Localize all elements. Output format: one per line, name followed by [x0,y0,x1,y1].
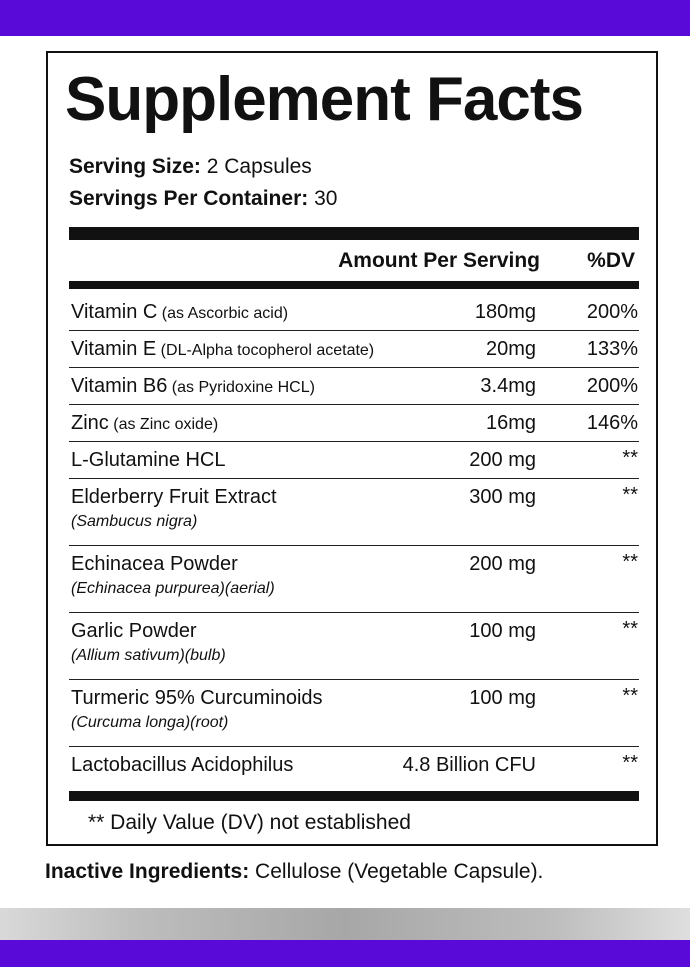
nutrient-name-text: Garlic Powder [71,620,197,642]
inactive-ingredients [45,858,543,886]
nutrient-daily-value: 200% [586,301,638,323]
row-divider [69,746,639,747]
nutrient-daily-value: 200% [586,375,638,397]
nutrient-name [71,685,323,711]
nutrient-name-text: Vitamin E [71,338,157,360]
row-divider [69,441,639,442]
row-divider [69,330,639,331]
nutrient-name-text: Elderberry Fruit Extract [71,486,277,508]
nutrient-amount: 16mg [485,412,536,434]
gray-gradient-strip [0,908,690,940]
row-divider [69,612,639,613]
nutrient-daily-value: ** [622,685,638,707]
servings-per-container [69,185,337,213]
row-divider [69,679,639,680]
nutrient-botanical-source: (Echinacea purpurea)(aerial) [71,580,275,597]
thick-divider-top [69,227,639,240]
nutrient-amount: 200 mg [469,553,536,575]
servings-per-container-value: 30 [308,187,338,210]
nutrient-name-text: Lactobacillus Acidophilus [71,754,294,776]
nutrient-amount: 180mg [474,301,536,323]
top-color-band [0,0,690,36]
nutrient-daily-value: ** [622,447,638,469]
inactive-ingredients-value: Cellulose (Vegetable Capsule). [249,860,544,883]
nutrient-name [71,484,277,510]
serving-size [69,153,312,181]
nutrient-amount: 3.4mg [480,375,536,397]
nutrient-name-text: Turmeric 95% Curcuminoids [71,687,323,709]
nutrient-daily-value: ** [622,484,638,506]
column-header-dv: %DV [587,249,635,272]
row-divider [69,478,639,479]
nutrient-name [71,410,218,438]
nutrient-amount: 100 mg [469,620,536,642]
nutrient-daily-value: ** [622,618,638,640]
nutrient-amount: 300 mg [469,486,536,508]
nutrient-name [71,373,315,401]
nutrient-source: (as Ascorbic acid) [157,305,289,322]
nutrient-amount: 100 mg [469,687,536,709]
column-header-amount: Amount Per Serving [338,249,540,272]
nutrient-name [71,618,197,644]
footnote: ** Daily Value (DV) not established [88,811,411,834]
nutrient-botanical-source: (Sambucus nigra) [71,513,198,530]
nutrient-source: (DL-Alpha tocopherol acetate) [156,342,375,359]
serving-size-value: 2 Capsules [200,155,312,178]
nutrient-name [71,447,226,473]
nutrient-name-text: L-Glutamine HCL [71,449,226,471]
nutrient-daily-value: ** [622,752,638,774]
nutrient-name [71,752,293,778]
nutrient-daily-value: 133% [586,338,638,360]
thick-divider-header [69,281,639,289]
label-title: Supplement Facts [65,65,583,134]
row-divider [69,545,639,546]
nutrient-amount: 20mg [485,338,536,360]
nutrient-daily-value: ** [622,551,638,573]
inactive-ingredients-label: Inactive Ingredients: [45,860,250,883]
bottom-color-band [0,940,690,967]
serving-size-label: Serving Size: [69,155,201,178]
servings-per-container-label: Servings Per Container: [69,187,309,210]
row-divider [69,404,639,405]
supplement-facts-label [46,51,658,846]
nutrient-botanical-source: (Allium sativum)(bulb) [71,647,226,664]
nutrient-botanical-source: (Curcuma longa)(root) [71,714,229,731]
thick-divider-bottom [69,791,639,801]
nutrient-source: (as Pyridoxine HCL) [167,379,315,396]
nutrient-name-text: Vitamin C [71,301,158,323]
nutrient-name-text: Zinc [71,412,109,434]
nutrient-name [71,551,238,577]
nutrient-name [71,299,288,327]
nutrient-amount: 200 mg [469,449,536,471]
nutrient-amount: 4.8 Billion CFU [402,754,536,776]
nutrient-name-text: Echinacea Powder [71,553,238,575]
nutrient-source: (as Zinc oxide) [108,416,219,433]
nutrient-daily-value: 146% [586,412,638,434]
nutrient-name-text: Vitamin B6 [71,375,168,397]
row-divider [69,367,639,368]
nutrient-name [71,336,374,364]
